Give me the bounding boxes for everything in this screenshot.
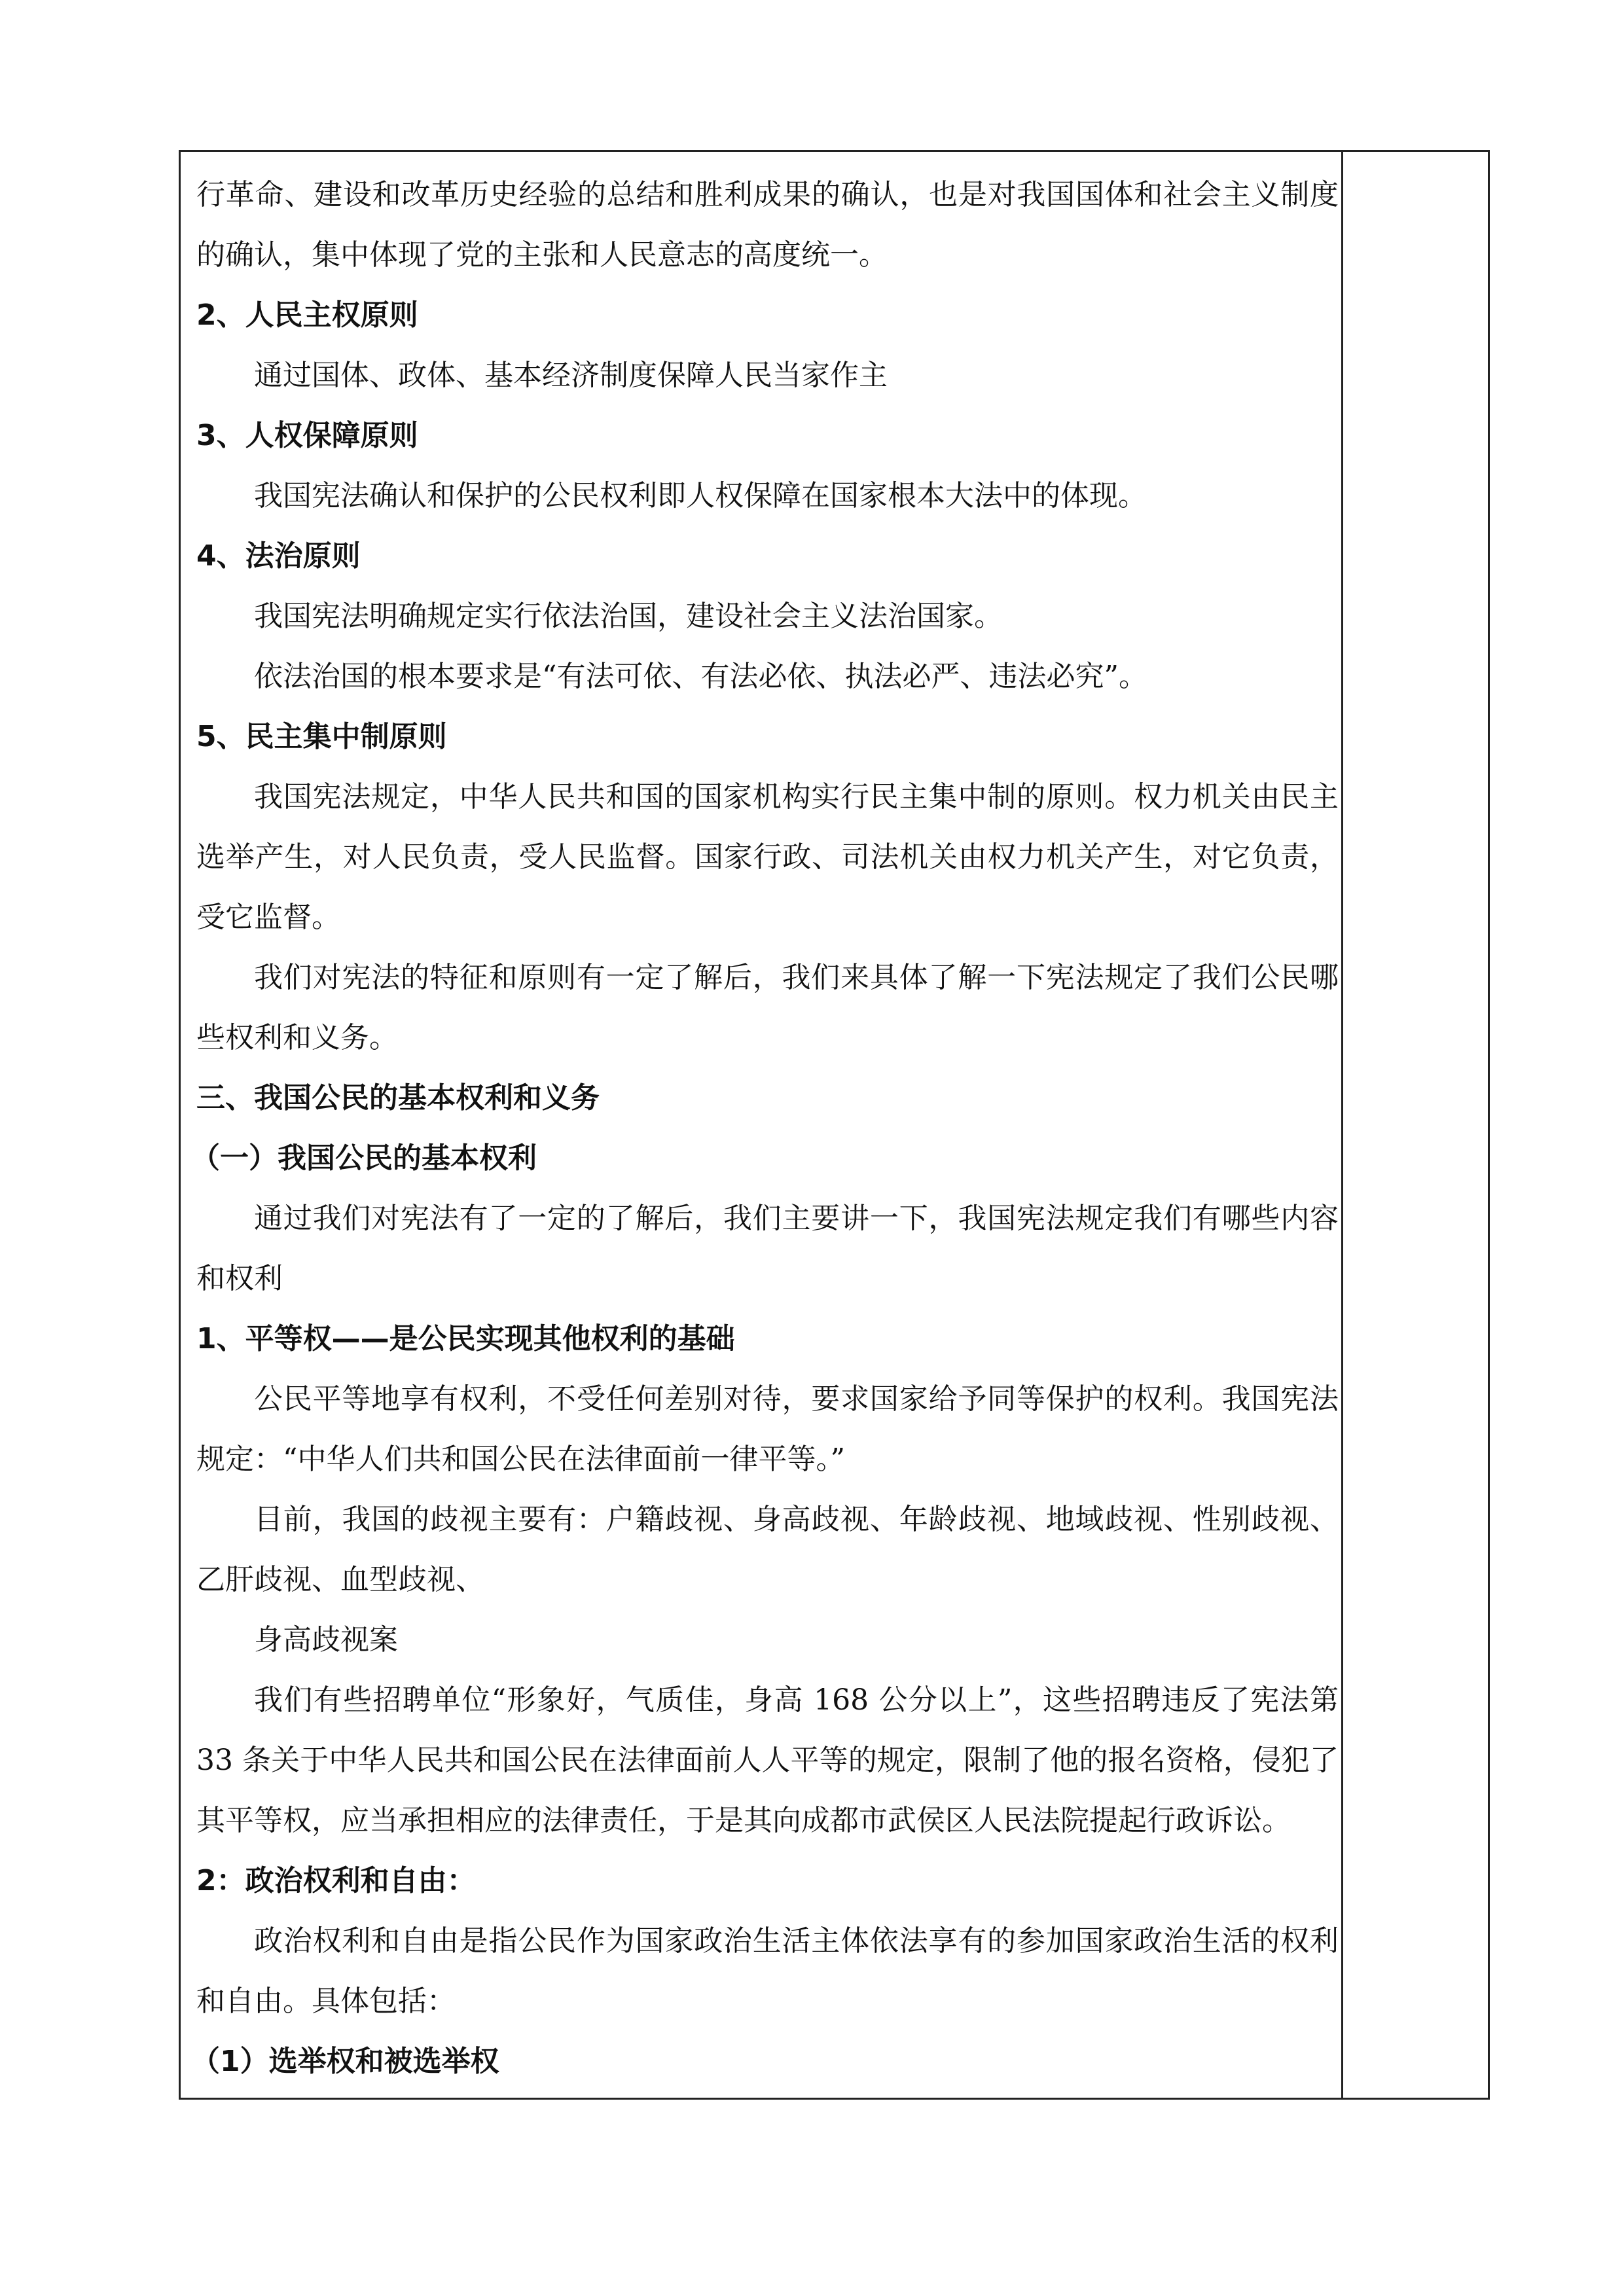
- paragraph: 通过我们对宪法有了一定的了解后，我们主要讲一下，我国宪法规定我们有哪些内容和权利: [196, 1202, 1339, 1295]
- paragraph: 我国宪法规定，中华人民共和国的国家机构实行民主集中制的原则。权力机关由民主选举产生，对人民负责，受人民监督。国家行政、司法机关由权力机关产生，对它负责，受它监督。: [196, 780, 1339, 934]
- paragraph: 政治权利和自由是指公民作为国家政治生活主体依法享有的参加国家政治生活的权利和自由。具体包括：: [196, 1924, 1339, 2018]
- section-heading: 4、法治原则: [196, 539, 361, 573]
- section-heading: 3、人权保障原则: [196, 419, 418, 452]
- section-heading: 2、人民主权原则: [196, 298, 418, 332]
- paragraph: 目前，我国的歧视主要有：户籍歧视、身高歧视、年龄歧视、地域歧视、性别歧视、乙肝歧视、血型歧视、: [196, 1503, 1339, 1596]
- section-heading: 三、我国公民的基本权利和义务: [196, 1081, 600, 1115]
- paragraph: 身高歧视案: [254, 1623, 398, 1657]
- section-heading: 5、民主集中制原则: [196, 720, 447, 753]
- document-body: [191, 165, 1339, 2092]
- subsection-heading: （1）选举权和被选举权: [191, 2045, 499, 2078]
- subsection-heading: （一）我国公民的基本权利: [191, 1141, 537, 1175]
- paragraph: 通过国体、政体、基本经济制度保障人民当家作主: [254, 359, 888, 392]
- paragraph: 依法治国的根本要求是“有法可依、有法必依、执法必严、违法必究”。: [254, 660, 1147, 693]
- section-heading: 2：政治权利和自由：: [196, 1864, 476, 1897]
- paragraph: 我国宪法确认和保护的公民权利即人权保障在国家根本大法中的体现。: [254, 479, 1147, 512]
- paragraph: 公民平等地享有权利，不受任何差别对待，要求国家给予同等保护的权利。我国宪法规定：“中华人们共和国公民在法律面前一律平等。”: [196, 1382, 1339, 1476]
- paragraph: 我国宪法明确规定实行依法治国，建设社会主义法治国家。: [254, 600, 1003, 633]
- paragraph: 我们有些招聘单位“形象好，气质佳，身高 168 公分以上”，这些招聘违反了宪法第 33 条关于中华人民共和国公民在法律面前人人平等的规定，限制了他的报名资格，侵犯了其平等权，应当承担相应的法律责任，于是其向成都市武侯区人民法院提起行政诉讼。: [196, 1683, 1339, 1837]
- section-heading: 1、平等权——是公民实现其他权利的基础: [196, 1322, 735, 1355]
- table-column-divider: [1341, 150, 1343, 2100]
- paragraph: 我们对宪法的特征和原则有一定了解后，我们来具体了解一下宪法规定了我们公民哪些权利和义务。: [196, 961, 1339, 1054]
- paragraph: 行革命、建设和改革历史经验的总结和胜利成果的确认，也是对我国国体和社会主义制度的确认，集中体现了党的主张和人民意志的高度统一。: [196, 178, 1339, 272]
